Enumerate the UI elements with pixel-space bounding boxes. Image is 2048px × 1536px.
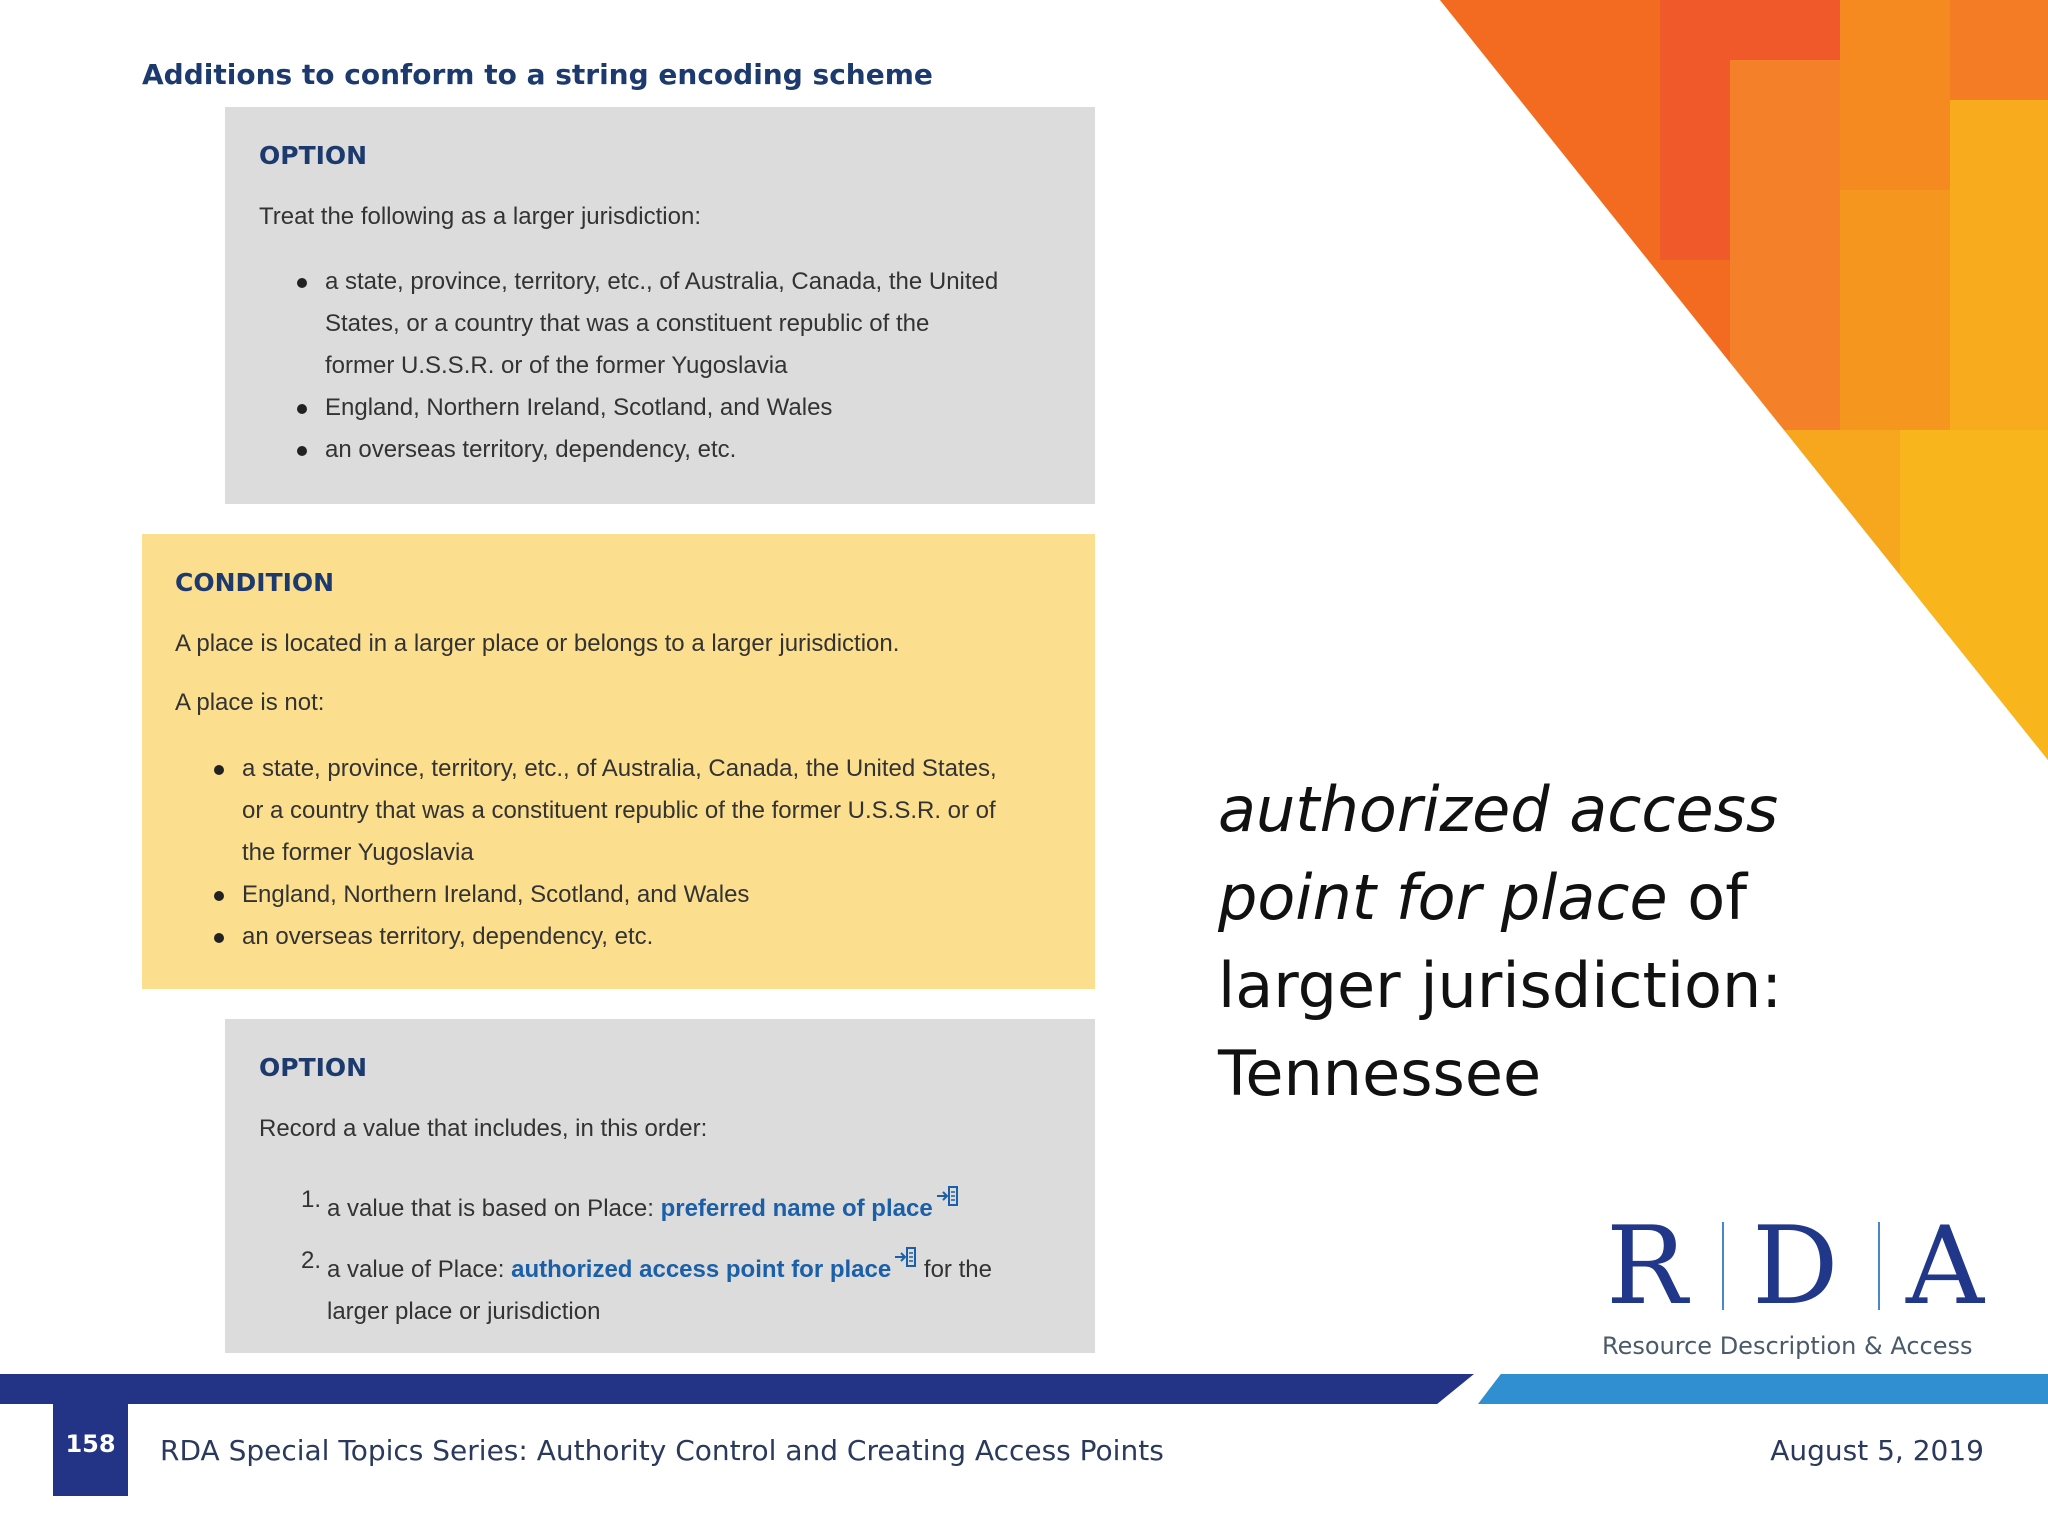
list-item: a state, province, territory, etc., of Australia, Canada, the United States, or a country that was a constituent republic of the former U.S.S.R. or of the former Yugoslavia — [218, 748, 1078, 874]
logo-divider — [1878, 1222, 1880, 1310]
option-label: OPTION — [259, 141, 368, 170]
external-link-icon[interactable] — [893, 1240, 917, 1282]
list-item: 1. a value that is based on Place: preferred name of place — [301, 1179, 1081, 1230]
page-number: 158 — [53, 1404, 128, 1496]
option-box-1 — [225, 107, 1095, 504]
condition-para-1: A place is located in a larger place or belongs to a larger jurisdiction. — [175, 630, 900, 657]
rda-letter-d: D — [1752, 1204, 1839, 1329]
option-intro: Record a value that includes, in this order: — [259, 1115, 708, 1142]
preferred-name-of-place-link[interactable]: preferred name of place — [660, 1195, 933, 1222]
option-label: OPTION — [259, 1053, 368, 1082]
list-item: an overseas territory, dependency, etc. — [301, 429, 1061, 471]
rda-tagline: Resource Description & Access — [1602, 1332, 1973, 1360]
option-box-2 — [225, 1019, 1095, 1353]
condition-label: CONDITION — [175, 568, 335, 597]
rda-letter-r: R — [1606, 1204, 1688, 1329]
footer-bar-light — [1478, 1374, 2048, 1404]
condition-bullet-list — [218, 748, 1078, 958]
rda-logo — [1602, 1204, 2002, 1372]
condition-box — [142, 534, 1095, 989]
footer-bar-dark — [0, 1374, 1474, 1404]
logo-divider — [1722, 1222, 1724, 1310]
rda-letter-a: A — [1906, 1204, 1984, 1329]
authorized-access-point-link[interactable]: authorized access point for place — [511, 1256, 892, 1283]
option-bullet-list — [301, 261, 1061, 471]
condition-para-2: A place is not: — [175, 689, 325, 716]
footer-title: RDA Special Topics Series: Authority Control and Creating Access Points — [160, 1434, 1164, 1467]
list-item: England, Northern Ireland, Scotland, and Wales — [301, 387, 1061, 429]
option-numbered-list — [301, 1179, 1081, 1333]
footer-date: August 5, 2019 — [1770, 1434, 1984, 1467]
callout-text: authorized access point for place of larger jurisdiction: Tennessee — [1218, 773, 1783, 1110]
section-heading: Additions to conform to a string encoding scheme — [142, 58, 933, 91]
orange-corner-graphic — [1430, 0, 2048, 760]
list-item: an overseas territory, dependency, etc. — [218, 916, 1078, 958]
external-link-icon[interactable] — [935, 1179, 959, 1221]
list-item: England, Northern Ireland, Scotland, and Wales — [218, 874, 1078, 916]
list-item: a state, province, territory, etc., of Australia, Canada, the United States, or a country that was a constituent republic of the former U.S.S.R. or of the former Yugoslavia — [301, 261, 1061, 387]
option-intro: Treat the following as a larger jurisdiction: — [259, 203, 701, 230]
list-item: 2. a value of Place: authorized access point for place for the larger place or jurisdiction — [301, 1240, 1081, 1333]
